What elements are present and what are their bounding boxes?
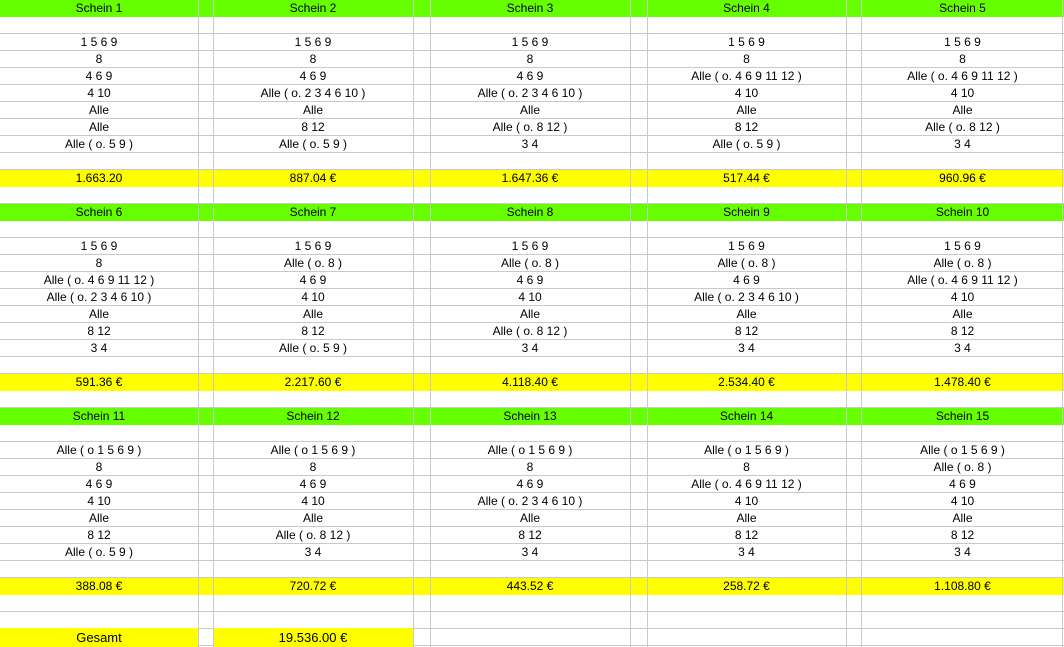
- schein-row[interactable]: 4 6 9: [299, 69, 327, 83]
- schein-row[interactable]: 8 12: [87, 324, 111, 338]
- schein-row[interactable]: 8 12: [301, 120, 325, 134]
- schein-row[interactable]: 3 4: [521, 341, 539, 355]
- schein-row[interactable]: 4 10: [518, 290, 542, 304]
- schein-amount[interactable]: 517.44 €: [723, 171, 770, 185]
- schein-row[interactable]: Alle ( o. 8 12 ): [925, 120, 1000, 134]
- schein-row[interactable]: 4 10: [950, 494, 975, 508]
- schein-row[interactable]: 1 5 6 9: [294, 239, 332, 253]
- schein-title[interactable]: Schein 4: [723, 1, 770, 15]
- schein-row[interactable]: 8 12: [301, 324, 325, 338]
- schein-row[interactable]: 8 12: [87, 528, 111, 542]
- schein-row[interactable]: 8: [526, 52, 534, 66]
- gridline-vertical: [213, 0, 214, 647]
- schein-amount[interactable]: 1.663.20: [75, 171, 123, 185]
- schein-row[interactable]: 8: [959, 52, 966, 66]
- schein-row[interactable]: Alle ( o 1 5 6 9 ): [704, 443, 789, 457]
- schein-row[interactable]: 4 6 9: [516, 477, 544, 491]
- schein-row[interactable]: Alle ( o. 4 6 9 11 12 ): [691, 477, 802, 491]
- total-label[interactable]: Gesamt: [76, 630, 122, 645]
- schein-row[interactable]: Alle: [302, 103, 323, 117]
- schein-row[interactable]: 4 10: [950, 86, 975, 100]
- schein-row[interactable]: Alle ( o 1 5 6 9 ): [487, 443, 573, 457]
- schein-row[interactable]: 1 5 6 9: [944, 35, 981, 49]
- schein-amount[interactable]: 960.96 €: [939, 171, 986, 185]
- schein-row[interactable]: Alle ( o. 5 9 ): [64, 137, 134, 151]
- schein-row[interactable]: 1 5 6 9: [80, 239, 118, 253]
- schein-row[interactable]: Alle: [952, 103, 973, 117]
- schein-row[interactable]: Alle: [88, 307, 109, 321]
- schein-row[interactable]: Alle ( o. 2 3 4 6 10 ): [46, 290, 152, 304]
- schein-title[interactable]: Schein 12: [286, 409, 340, 423]
- schein-row[interactable]: Alle ( o. 5 9 ): [64, 545, 134, 559]
- schein-amount[interactable]: 1.647.36 €: [501, 171, 559, 185]
- schein-row[interactable]: Alle: [736, 307, 757, 321]
- schein-amount[interactable]: 1.108.80 €: [934, 579, 991, 593]
- schein-row[interactable]: Alle: [736, 103, 757, 117]
- schein-amount[interactable]: 443.52 €: [506, 579, 554, 593]
- schein-row[interactable]: Alle: [88, 120, 109, 134]
- schein-amount[interactable]: 2.534.40 €: [718, 375, 775, 389]
- schein-row[interactable]: Alle ( o. 8 ): [933, 256, 992, 270]
- schein-row[interactable]: 4 10: [950, 290, 975, 304]
- schein-title[interactable]: Schein 10: [935, 205, 990, 219]
- schein-row[interactable]: 4 10: [734, 86, 759, 100]
- gridline-vertical: [861, 0, 862, 647]
- schein-row[interactable]: Alle: [952, 511, 973, 525]
- schein-row[interactable]: Alle: [519, 511, 540, 525]
- gridline-horizontal: [0, 611, 1064, 612]
- schein-row[interactable]: 1 5 6 9: [728, 35, 765, 49]
- schein-row[interactable]: Alle ( o. 4 6 9 11 12 ): [907, 69, 1018, 83]
- schein-title[interactable]: Schein 3: [506, 1, 554, 15]
- schein-row[interactable]: Alle: [88, 103, 109, 117]
- schein-row[interactable]: 1 5 6 9: [728, 239, 765, 253]
- schein-row[interactable]: Alle: [519, 307, 540, 321]
- schein-row[interactable]: Alle ( o. 8 12 ): [492, 120, 568, 134]
- schein-row[interactable]: 8: [309, 52, 317, 66]
- schein-amount[interactable]: 1.478.40 €: [934, 375, 991, 389]
- schein-row[interactable]: 8: [309, 460, 317, 474]
- schein-row[interactable]: 4 6 9: [85, 477, 113, 491]
- schein-row[interactable]: 4 6 9: [516, 69, 544, 83]
- schein-row[interactable]: Alle ( o. 2 3 4 6 10 ): [694, 290, 799, 304]
- gridline-vertical: [198, 0, 199, 647]
- schein-title[interactable]: Schein 9: [723, 205, 770, 219]
- schein-row[interactable]: 4 6 9: [299, 273, 327, 287]
- schein-amount[interactable]: 388.08 €: [75, 579, 123, 593]
- schein-row[interactable]: Alle ( o. 8 12 ): [492, 324, 568, 338]
- schein-row[interactable]: 1 5 6 9: [944, 239, 981, 253]
- schein-row[interactable]: 4 6 9: [516, 273, 544, 287]
- schein-row[interactable]: 8 12: [518, 528, 542, 542]
- schein-row[interactable]: 8 12: [734, 324, 759, 338]
- schein-row[interactable]: Alle ( o. 8 ): [933, 460, 992, 474]
- gridline-vertical: [647, 0, 648, 647]
- schein-row[interactable]: Alle ( o. 8 12 ): [275, 528, 351, 542]
- schein-title[interactable]: Schein 6: [75, 205, 123, 219]
- gridline-vertical: [630, 0, 631, 647]
- schein-row[interactable]: 8: [95, 256, 103, 270]
- schein-row[interactable]: 4 10: [301, 494, 325, 508]
- total-value[interactable]: 19.536.00 €: [278, 630, 348, 645]
- schein-title[interactable]: Schein 13: [503, 409, 557, 423]
- schein-row[interactable]: Alle ( o. 5 9 ): [712, 137, 781, 151]
- schein-row[interactable]: Alle ( o. 5 9 ): [278, 341, 348, 355]
- schein-row[interactable]: Alle ( o 1 5 6 9 ): [56, 443, 142, 457]
- schein-row[interactable]: Alle ( o. 2 3 4 6 10 ): [477, 494, 583, 508]
- schein-row[interactable]: 1 5 6 9: [80, 35, 118, 49]
- gridline-vertical: [846, 0, 847, 647]
- schein-row[interactable]: 3 4: [521, 545, 539, 559]
- schein-row[interactable]: 8: [526, 460, 534, 474]
- schein-row[interactable]: 4 10: [87, 494, 111, 508]
- schein-row[interactable]: 8: [743, 460, 750, 474]
- schein-row[interactable]: Alle ( o. 2 3 4 6 10 ): [260, 86, 366, 100]
- schein-row[interactable]: 8 12: [734, 528, 759, 542]
- gridline-vertical: [1062, 0, 1063, 647]
- schein-row[interactable]: Alle ( o. 4 6 9 11 12 ): [43, 273, 155, 287]
- schein-row[interactable]: 3 4: [738, 545, 755, 559]
- gridline-vertical: [430, 0, 431, 647]
- schein-row[interactable]: Alle ( o. 8 ): [717, 256, 776, 270]
- schein-title[interactable]: Schein 14: [719, 409, 774, 423]
- schein-row[interactable]: 1 5 6 9: [294, 35, 332, 49]
- schein-row[interactable]: Alle ( o. 4 6 9 11 12 ): [907, 273, 1018, 287]
- schein-amount[interactable]: 887.04 €: [289, 171, 337, 185]
- schein-row[interactable]: Alle ( o 1 5 6 9 ): [920, 443, 1005, 457]
- schein-row[interactable]: 8 12: [950, 324, 975, 338]
- schein-row[interactable]: 8: [95, 460, 103, 474]
- schein-amount[interactable]: 258.72 €: [723, 579, 770, 593]
- schein-row[interactable]: 1 5 6 9: [511, 35, 549, 49]
- schein-row[interactable]: Alle: [519, 103, 540, 117]
- schein-row[interactable]: Alle ( o. 2 3 4 6 10 ): [477, 86, 583, 100]
- schein-row[interactable]: Alle: [88, 511, 109, 525]
- schein-row[interactable]: Alle: [302, 511, 323, 525]
- schein-row[interactable]: Alle: [736, 511, 757, 525]
- schein-title[interactable]: Schein 8: [506, 205, 554, 219]
- schein-row[interactable]: 3 4: [521, 137, 539, 151]
- schein-row[interactable]: 8: [95, 52, 103, 66]
- schein-amount[interactable]: 4.118.40 €: [502, 375, 558, 389]
- schein-row[interactable]: 3 4: [954, 545, 971, 559]
- schein-title[interactable]: Schein 7: [289, 205, 337, 219]
- schein-row[interactable]: 3 4: [954, 137, 971, 151]
- schein-row[interactable]: 3 4: [954, 341, 971, 355]
- schein-row[interactable]: Alle ( o. 5 9 ): [278, 137, 348, 151]
- schein-title[interactable]: Schein 5: [939, 1, 986, 15]
- schein-row[interactable]: Alle: [302, 307, 323, 321]
- schein-row[interactable]: 8: [743, 52, 750, 66]
- schein-title[interactable]: Schein 1: [75, 1, 123, 15]
- schein-row[interactable]: 4 6 9: [949, 477, 976, 491]
- schein-amount[interactable]: 2.217.60 €: [284, 375, 342, 389]
- schein-row[interactable]: 4 10: [734, 494, 759, 508]
- schein-row[interactable]: 8 12: [734, 120, 759, 134]
- schein-row[interactable]: 4 6 9: [733, 273, 760, 287]
- schein-row[interactable]: Alle ( o 1 5 6 9 ): [270, 443, 356, 457]
- schein-row[interactable]: Alle ( o. 4 6 9 11 12 ): [691, 69, 802, 83]
- schein-row[interactable]: 4 10: [87, 86, 111, 100]
- schein-row[interactable]: 3 4: [304, 545, 322, 559]
- schein-row[interactable]: 1 5 6 9: [511, 239, 549, 253]
- schein-row[interactable]: Alle: [952, 307, 973, 321]
- schein-title[interactable]: Schein 11: [72, 409, 126, 423]
- gridline-vertical: [413, 0, 414, 647]
- schein-title[interactable]: Schein 15: [935, 409, 990, 423]
- schein-row[interactable]: 3 4: [90, 341, 108, 355]
- schein-row[interactable]: 4 6 9: [299, 477, 327, 491]
- schein-row[interactable]: Alle ( o. 8 ): [283, 256, 343, 270]
- schein-row[interactable]: 8 12: [950, 528, 975, 542]
- schein-row[interactable]: 3 4: [738, 341, 755, 355]
- schein-amount[interactable]: 720.72 €: [289, 579, 337, 593]
- schein-row[interactable]: 4 10: [301, 290, 325, 304]
- schein-amount[interactable]: 591.36 €: [75, 375, 123, 389]
- schein-row[interactable]: Alle ( o. 8 ): [500, 256, 560, 270]
- schein-title[interactable]: Schein 2: [289, 1, 337, 15]
- schein-row[interactable]: 4 6 9: [85, 69, 113, 83]
